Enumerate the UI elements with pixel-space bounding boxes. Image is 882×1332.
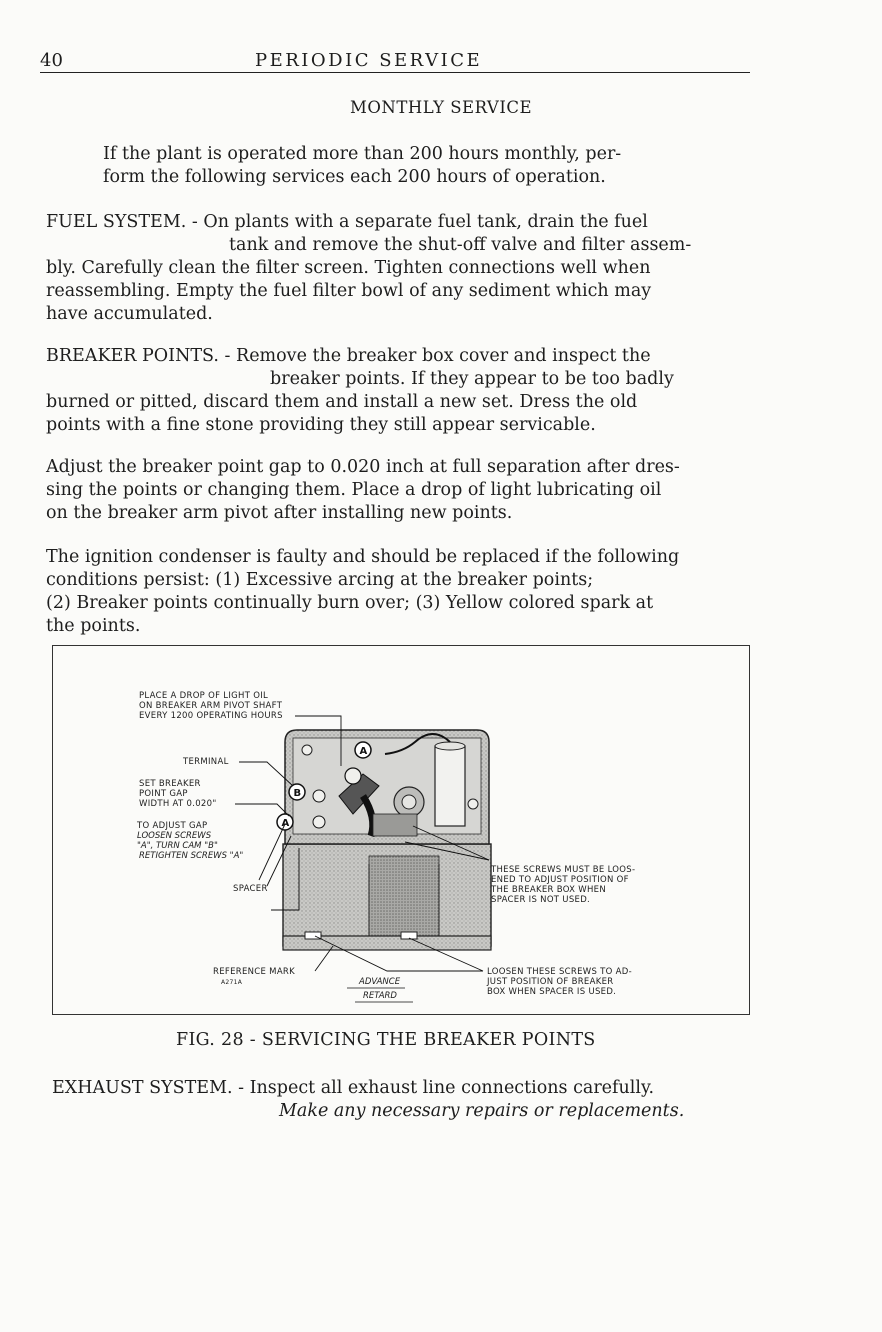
callout-b-text: B [293,788,302,799]
screws1-label-3: THE BREAKER BOX WHEN [491,885,607,895]
screws2-label-1: LOOSEN THESE SCREWS TO AD- [487,967,632,977]
fuel-line: bly. Carefully clean the filter screen. Tighten connections well when [46,258,651,278]
exhaust-line: Make any necessary repairs or replacements. [279,1101,685,1121]
callout-a-top-text: A [359,746,368,757]
arm-pivot [345,768,361,784]
fuel-line: FUEL SYSTEM. - On plants with a separate fuel tank, drain the fuel [46,212,648,232]
terminal-label: TERMINAL [183,757,229,767]
box-screw [468,799,478,809]
adjust-label-4: RETIGHTEN SCREWS "A" [139,851,244,861]
adjust-label-3: "A", TURN CAM "B" [137,841,218,851]
exhaust-system-paragraph [52,1077,684,1123]
fuel-line: have accumulated. [46,304,213,324]
breaker-line: points with a fine stone providing they still appear servicable. [46,415,596,435]
breaker-box-illustration [53,646,749,1014]
box-screw [302,745,312,755]
intro-line: If the plant is operated more than 200 hours monthly, per- [103,144,622,164]
gap-label-2: POINT GAP [139,789,188,799]
gap-label-1: SET BREAKER [139,779,201,789]
screws1-label-2: ENED TO ADJUST POSITION OF [491,875,629,885]
retard-label: RETARD [363,991,397,1001]
adjust-label-1: TO ADJUST GAP [137,821,208,831]
adjust-gap-paragraph [46,456,680,525]
adjust-line: on the breaker arm pivot after installing new points. [46,503,513,523]
gap-leader [235,804,289,816]
intro-line: form the following services each 200 hours of operation. [103,167,606,187]
page-header [40,50,750,73]
terminal-post [313,790,325,802]
adjust-label-2: LOOSEN SCREWS [137,831,212,841]
condenser-line: (2) Breaker points continually burn over; (3) Yellow colored spark at [46,593,654,613]
condenser [435,746,465,826]
gap-label-3: WIDTH AT 0.020" [139,799,217,809]
screws2-label-2: JUST POSITION OF BREAKER [487,977,614,987]
advance-label: ADVANCE [359,977,401,987]
refmark-code: A271A [221,979,243,986]
fuel-line: tank and remove the shut-off valve and filter assem- [229,235,692,255]
adjust-line: sing the points or changing them. Place a drop of light lubricating oil [46,480,662,500]
exhaust-line: EXHAUST SYSTEM. - Inspect all exhaust line connections carefully. [52,1078,655,1098]
breaker-box-figure [52,645,750,1015]
breaker-line: breaker points. If they appear to be too badly [270,369,674,389]
screws1-label-1: THESE SCREWS MUST BE LOOS- [491,865,636,875]
intro-paragraph [103,143,621,189]
breaker-line: BREAKER POINTS. - Remove the breaker box cover and inspect the [46,346,651,366]
running-head: PERIODIC SERVICE [255,50,483,71]
breaker-points-paragraph [46,345,674,437]
condenser-paragraph [46,546,679,638]
figure-caption: FIG. 28 - SERVICING THE BREAKER POINTS [176,1030,596,1050]
condenser-line: conditions persist: (1) Excessive arcing at the breaker points; [46,570,594,590]
screw-a [313,816,325,828]
breaker-line: burned or pitted, discard them and install a new set. Dress the old [46,392,638,412]
condenser-line: the points. [46,616,141,636]
spacer-label: SPACER [233,884,268,894]
callout-a-left-text: A [281,818,290,829]
adjust-line: Adjust the breaker point gap to 0.020 inch at full separation after dres- [46,457,680,477]
oil-label-3: EVERY 1200 OPERATING HOURS [139,711,283,721]
oil-label-1: PLACE A DROP OF LIGHT OIL [139,691,269,701]
oil-label-2: ON BREAKER ARM PIVOT SHAFT [139,701,283,711]
fuel-line: reassembling. Empty the fuel filter bowl of any sediment which may [46,281,652,301]
housing-bracket [369,856,439,944]
section-title: MONTHLY SERVICE [349,98,533,117]
screws1-label-4: SPACER IS NOT USED. [491,895,591,905]
base-screw-right [401,932,417,939]
fuel-system-paragraph [46,211,691,326]
refmark-label: REFERENCE MARK [213,967,296,977]
condenser-line: The ignition condenser is faulty and should be replaced if the following [46,547,680,567]
adjust-leader [259,824,285,880]
screws2-label-3: BOX WHEN SPACER IS USED. [487,987,617,997]
page-number: 40 [40,50,63,71]
